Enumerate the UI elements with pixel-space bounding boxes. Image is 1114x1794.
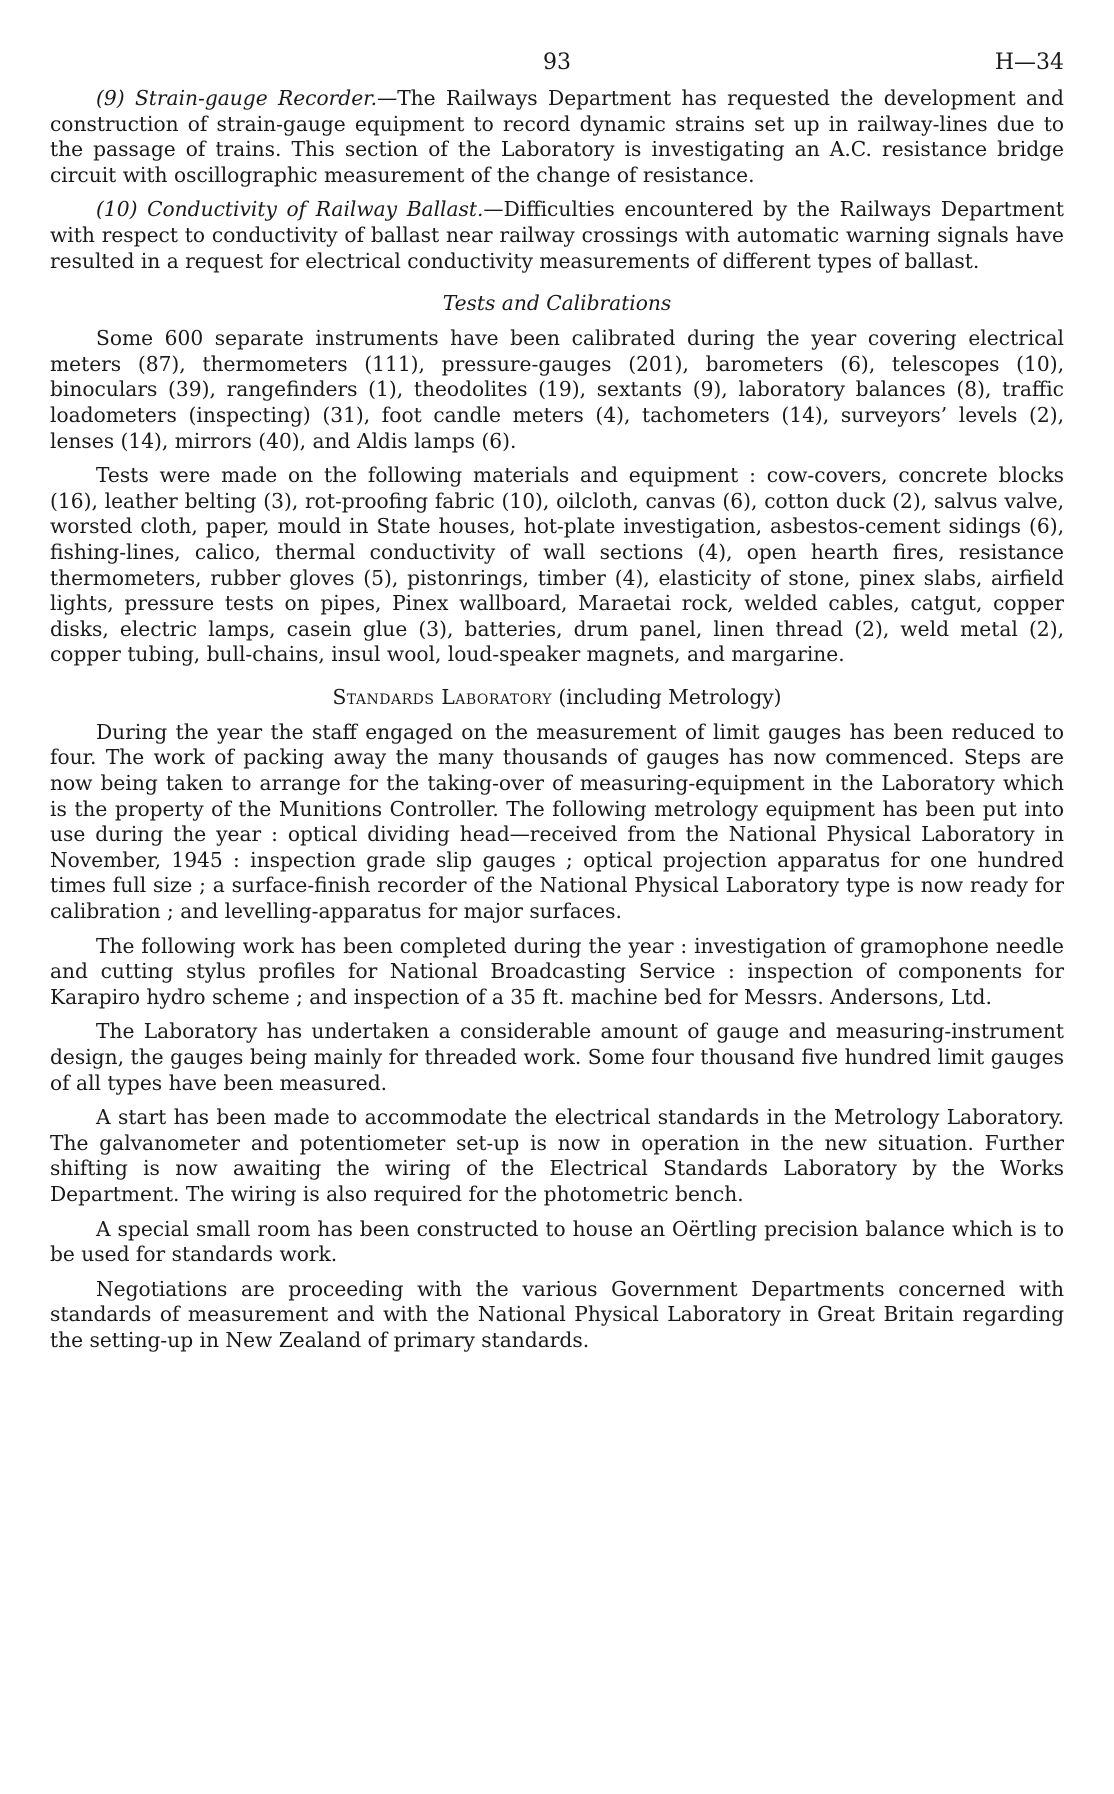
paragraph-calibrations: Some 600 separate instruments have been calibrated during the year covering electrical meters (87), thermometers (111), pressure-gauges (201), barometers (6), telescopes (10), binoculars (39), rangefinders (1), theodolites (19), sextants (9), laboratory balances (8), traffic loadometers (inspecting) (31), foot candle meters (4), tachometers (14), surveyors’ levels (2), lenses (14), mirrors (40), and Aldis lamps (6). bbox=[50, 326, 1064, 453]
paragraph-lead: (9) Strain-gauge Recorder. bbox=[96, 86, 378, 110]
paragraph-metrology-staff: During the year the staff engaged on the measurement of limit gauges has been reduced to four. The work of packing away the many thousands of gauges has now commenced. Steps are now being taken to arrange for the taking-over of measuring-equipment in the Laboratory which is the property of the Munitions Controller. The following metrology equipment has been put into use during the year : optical dividing head—received from the National Physical Laboratory in November, 1945 : inspection grade slip gauges ; optical projection apparatus for one hundred times full size ; a surface-finish recorder of the National Physical Laboratory type is now ready for calibration ; and levelling-apparatus for major surfaces. bbox=[50, 719, 1064, 924]
document-page bbox=[50, 50, 1064, 1363]
paragraph-conductivity bbox=[50, 197, 1064, 274]
paragraph-negotiations: Negotiations are proceeding with the various Government Departments concerned with standards of measurement and with the National Physical Laboratory in Great Britain regarding the setting-up in New Zealand of primary standards. bbox=[50, 1276, 1064, 1352]
document-reference: H—34 bbox=[994, 50, 1064, 75]
paragraph-materials-tests: Tests were made on the following materials and equipment : cow-covers, concrete blocks (16), leather belting (3), rot-proofing fabric (10), oilcloth, canvas (6), cotton duck (2), salvus valve, worsted cloth, paper, mould in State houses, hot-plate investigation, asbestos-cement sidings (6), fishing-lines, calico, thermal conductivity of wall sections (4), open hearth fires, resistance thermometers, rubber gloves (5), pistonrings, timber (4), elasticity of stone, pinex slabs, airfield lights, pressure tests on pipes, Pinex wallboard, Maraetai rock, welded cables, catgut, copper disks, electric lamps, casein glue (3), batteries, drum panel, linen thread (2), weld metal (2), copper tubing, bull-chains, insul wool, loud-speaker magnets, and margarine. bbox=[50, 463, 1064, 667]
paragraph-completed-work: The following work has been completed during the year : investigation of gramophone needle and cutting stylus profiles for National Broadcasting Service : inspection of components for Karapiro hydro scheme ; and inspection of a 35 ft. machine bed for Messrs. Andersons, Ltd. bbox=[50, 933, 1064, 1009]
page-number: 93 bbox=[543, 50, 571, 75]
section-heading-tests: Tests and Calibrations bbox=[442, 291, 672, 316]
paragraph-electrical-standards: A start has been made to accommodate the electrical standards in the Metrology Laboratory. The galvanometer and potentiometer set-up is now in operation in the new situation. Further shifting is now awaiting the wiring of the Electrical Standards Laboratory by the Works Department. The wiring is also required for the photometric bench. bbox=[50, 1105, 1064, 1206]
heading-sub: (including Metrology) bbox=[558, 684, 782, 709]
paragraph-lead: (10) Conductivity of Railway Ballast. bbox=[96, 197, 484, 222]
page-header bbox=[50, 50, 1064, 86]
paragraph-strain-gauge bbox=[50, 86, 1064, 188]
section-heading-standards bbox=[50, 684, 1064, 710]
paragraph-text: —Difficulties encountered by the Railways Department with respect to conductivity of ballast near railway crossings with automatic warning signals have resulted in a request for electrical conductivity measurements of different types of ballast. bbox=[50, 197, 1064, 273]
heading-main: Standards Laboratory bbox=[332, 684, 552, 709]
paragraph-text: —The Railways Department has requested the development and construction of strain-gauge equipment to record dynamic strains set up in railway-lines due to the passage of trains. This section of the Laboratory is investigating an A.C. resistance bridge circuit with oscillographic measurement of the change of resistance. bbox=[50, 86, 1064, 187]
paragraph-balance-room: A special small room has been constructed to house an Oërtling precision balance which is to be used for standards work. bbox=[50, 1216, 1064, 1267]
paragraph-gauge-design: The Laboratory has undertaken a considerable amount of gauge and measuring-instrument design, the gauges being mainly for threaded work. Some four thousand five hundred limit gauges of all types have been measured. bbox=[50, 1019, 1064, 1095]
